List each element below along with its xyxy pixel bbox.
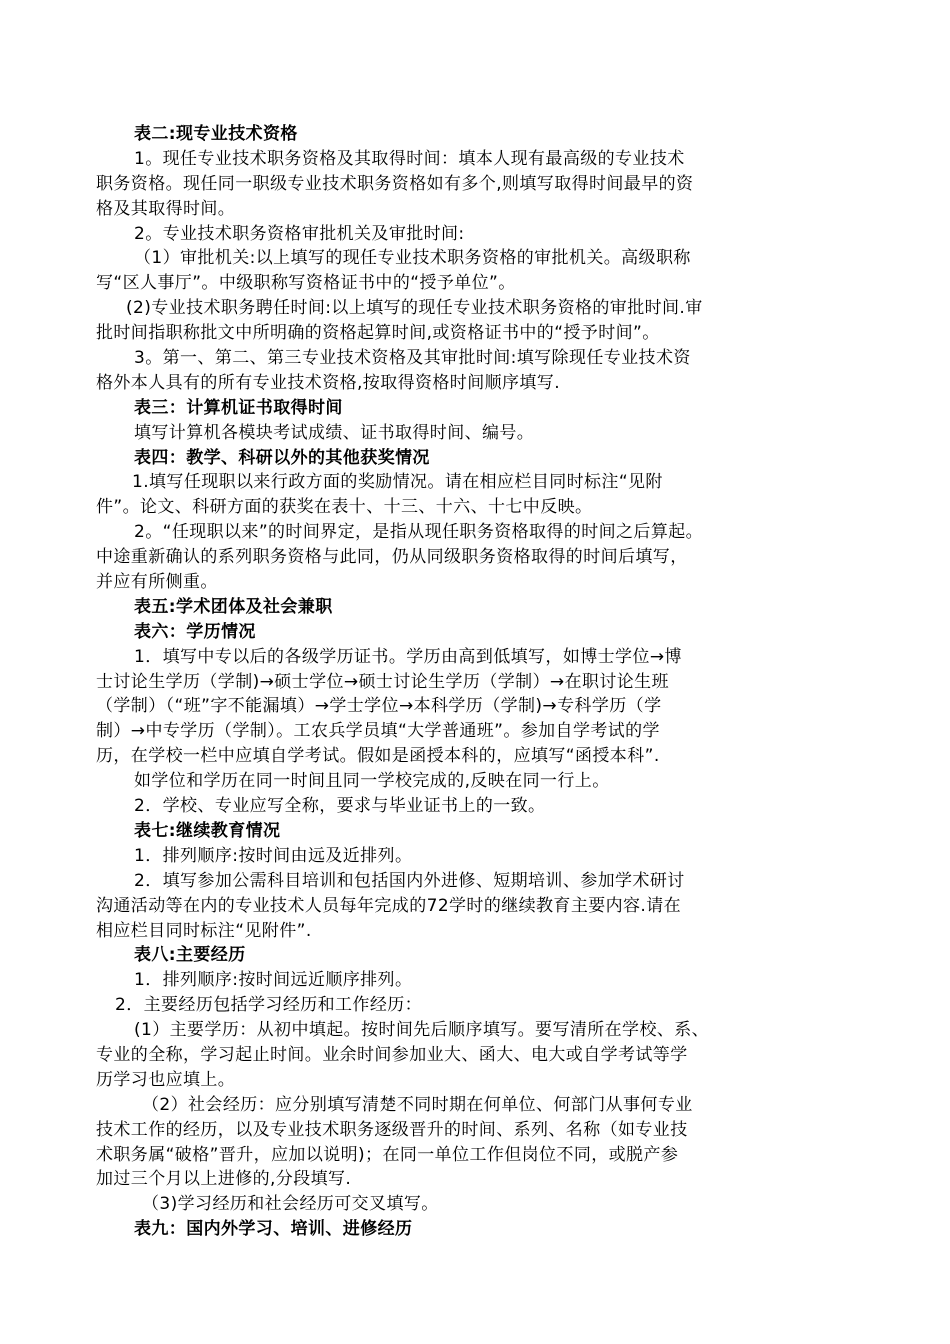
paragraph-line: 2．学校、专业应写全称，要求与毕业证书上的一致。 — [134, 796, 546, 817]
section-heading: 表四：教学、科研以外的其他获奖情况 — [134, 447, 430, 468]
section-heading: 表九：国内外学习、培训、进修经历 — [134, 1219, 413, 1240]
paragraph-line: 专业的全称，学习起止时间。业余时间参加业大、函大、电大或自学考试等学 — [96, 1044, 688, 1065]
paragraph-line: 3。第一、第二、第三专业技术资格及其审批时间:填写除现任专业技术资 — [134, 348, 691, 369]
paragraph-line: 2．填写参加公需科目培训和包括国内外进修、短期培训、参加学术研讨 — [134, 870, 685, 891]
paragraph-line: 填写计算机各模块考试成绩、证书取得时间、编号。 — [134, 422, 535, 443]
paragraph-line: 2。专业技术职务资格审批机关及审批时间: — [134, 223, 465, 244]
paragraph-line: （3)学习经历和社会经历可交叉填写。 — [142, 1194, 439, 1215]
paragraph-line: 历学习也应填上。 — [96, 1069, 236, 1090]
paragraph-line: 2．主要经历包括学习经历和工作经历： — [115, 995, 423, 1016]
section-heading: 表三：计算机证书取得时间 — [134, 397, 343, 418]
paragraph-line: 1．填写中专以后的各级学历证书。学历由高到低填写，如博士学位→博 — [134, 646, 682, 667]
paragraph-line: (1）主要学历：从初中填起。按时间先后顺序填写。要写清所在学校、系、 — [134, 1020, 710, 1041]
document-body — [96, 122, 856, 1242]
paragraph-line: 格外本人具有的所有专业技术资格,按取得资格时间顺序填写. — [96, 372, 561, 393]
paragraph-line: 2。“任现职以来”的时间界定，是指从现任职务资格取得的时间之后算起。 — [134, 522, 704, 543]
paragraph-line: 术职务属“破格”晋升，应加以说明)；在同一单位工作但岗位不同，或脱产参 — [96, 1144, 679, 1165]
paragraph-line: 历，在学校一栏中应填自学考试。假如是函授本科的，应填写“函授本科”. — [96, 746, 660, 767]
paragraph-line: 1.填写任现职以来行政方面的奖励情况。请在相应栏目同时标注“见附 — [132, 472, 663, 493]
section-heading: 表五:学术团体及社会兼职 — [134, 596, 333, 617]
section-heading: 表八:主要经历 — [134, 945, 246, 966]
paragraph-line: 1．排列顺序:按时间远近顺序排列。 — [134, 970, 413, 991]
paragraph-line: （2）社会经历：应分别填写清楚不同时期在何单位、何部门从事何专业 — [142, 1094, 693, 1115]
paragraph-line: 中途重新确认的系列职务资格与此同，仍从同级职务资格取得的时间后填写， — [96, 547, 688, 568]
paragraph-line: 沟通活动等在内的专业技术人员每年完成的72学时的继续教育主要内容.请在 — [96, 895, 682, 916]
paragraph-line: 写“区人事厅”。中级职称写资格证书中的“授予单位”。 — [96, 273, 516, 294]
paragraph-line: 如学位和学历在同一时间且同一学校完成的,反映在同一行上。 — [134, 771, 610, 792]
section-heading: 表六：学历情况 — [134, 621, 256, 642]
paragraph-line: （学制）（“班”字不能漏填）→学士学位→本科学历（学制)→专科学历（学 — [96, 696, 662, 717]
paragraph-line: 制）→中专学历（学制）。工农兵学员填“大学普通班”。参加自学考试的学 — [96, 721, 660, 742]
paragraph-line: 批时间指职称批文中所明确的资格起算时间,或资格证书中的“授予时间”。 — [96, 323, 660, 344]
paragraph-line: 1。现任专业技术职务资格及其取得时间：填本人现有最高级的专业技术 — [134, 148, 685, 169]
paragraph-line: 技术工作的经历，以及专业技术职务逐级晋升的时间、系列、名称（如专业技 — [96, 1119, 688, 1140]
paragraph-line: 件”。论文、科研方面的获奖在表十、十三、十六、十七中反映。 — [96, 497, 593, 518]
paragraph-line: 并应有所侧重。 — [96, 572, 218, 593]
paragraph-line: 职务资格。现任同一职级专业技术职务资格如有多个,则填写取得时间最早的资 — [96, 173, 694, 194]
paragraph-line: 格及其取得时间。 — [96, 198, 236, 219]
paragraph-line: 士讨论生学历（学制)→硕士学位→硕士讨论生学历（学制）→在职讨论生班 — [96, 671, 669, 692]
paragraph-line: （1）审批机关:以上填写的现任专业技术职务资格的审批机关。高级职称 — [134, 248, 691, 269]
paragraph-line: 1．排列顺序:按时间由远及近排列。 — [134, 845, 413, 866]
paragraph-line: 相应栏目同时标注“见附件”. — [96, 920, 312, 941]
paragraph-line: (2)专业技术职务聘任时间:以上填写的现任专业技术职务资格的审批时间.审 — [126, 298, 703, 319]
section-heading: 表二:现专业技术资格 — [134, 124, 298, 144]
paragraph-line: 加过三个月以上进修的,分段填写. — [96, 1169, 352, 1190]
section-heading: 表七:继续教育情况 — [134, 820, 281, 841]
